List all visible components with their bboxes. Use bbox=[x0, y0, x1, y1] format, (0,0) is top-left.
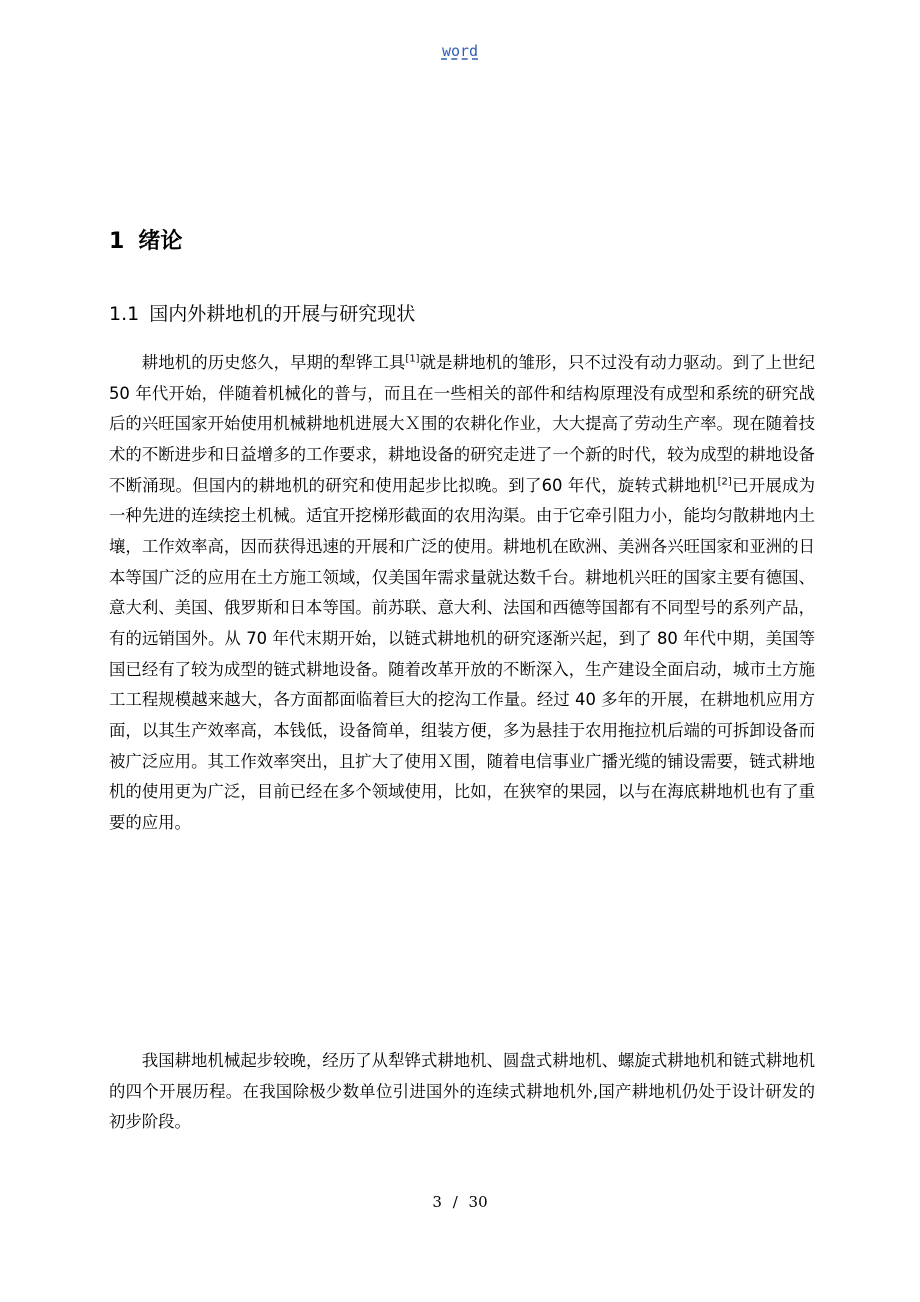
body-paragraph-1 bbox=[109, 348, 815, 839]
paragraph-text: 已开展成为一种先进的连续挖土机械。适宜开挖梯形截面的农用沟渠。由于它牵引阻力小，能均匀散耕地内土壤，工作效率高，因而获得迅速的开展和广泛的使用。耕地机在欧洲、美洲各兴旺国家和亚洲的日本等国广泛的应用在土方施工领域，仅美国年需求量就达数千台。耕地机兴旺的国家主要有德国、意大利、美国、俄罗斯和日本等国。前苏联、意大利、法国和西德等国都有不同型号的系列产品，有的远销国外。从 70 年代末期开始，以链式耕地机的研究逐渐兴起，到了 80 年代中期，美国等国已经有了较为成型的链式耕地设备。随着改革开放的不断深入，生产建设全面启动，城市土方施工工程规模越来越大，各方面都面临着巨大的挖沟工作量。经过 40 多年的开展，在耕地机应用方面，以其生产效率高，本钱低，设备简单，组装方便，多为悬挂于农用拖拉机后端的可拆卸设备而被广泛应用。其工作效率突出，且扩大了使用Ｘ围，随着电信事业广播光缆的铺设需要，链式耕地机的使用更为广泛，目前已经在多个领域使用，比如，在狭窄的果园，以与在海底耕地机也有了重要的应用。 bbox=[109, 475, 816, 832]
paragraph-text: 就是耕地机的雏形，只不过没有动力驱动。到了上世纪 50 年代开始，伴随着机械化的普与，而且在一些相关的部件和结构原理没有成型和系统的研究战后的兴旺国家开始使用机械耕地机进展大Ｘ围的农耕化作业，大大提高了劳动生产率。现在随着技术的不断进步和日益增多的工作要求，耕地设备的研究走进了一个新的时代，较为成型的耕地设备不断涌现。但国内的耕地机的研究和使用起步比拟晚。到了60 年代，旋转式耕地机 bbox=[109, 353, 816, 495]
section-title: 国内外耕地机的开展与研究现状 bbox=[149, 303, 416, 325]
paragraph-text: 耕地机的历史悠久，早期的犁铧工具 bbox=[141, 353, 406, 372]
body-paragraph-2 bbox=[109, 1046, 815, 1138]
chapter-number: 1 bbox=[109, 229, 125, 254]
chapter-title: 绪论 bbox=[138, 229, 183, 254]
section-heading bbox=[109, 300, 415, 328]
word-link[interactable]: word bbox=[441, 42, 479, 60]
page-number bbox=[0, 1192, 920, 1212]
section-number: 1.1 bbox=[109, 303, 140, 325]
paragraph-text: 我国耕地机械起步较晚，经历了从犁铧式耕地机、圆盘式耕地机、螺旋式耕地机和链式耕地机的四个开展历程。在我国除极少数单位引进国外的连续式耕地机外,国产耕地机仍处于设计研发的初步阶段。 bbox=[109, 1051, 815, 1132]
current-page: 3 bbox=[432, 1193, 442, 1211]
citation-ref-2: [2] bbox=[717, 476, 732, 488]
page-separator: / bbox=[452, 1193, 458, 1211]
header-link bbox=[0, 41, 920, 61]
chapter-heading bbox=[109, 226, 182, 258]
citation-ref-1: [1] bbox=[405, 353, 420, 365]
total-pages: 30 bbox=[468, 1193, 488, 1211]
